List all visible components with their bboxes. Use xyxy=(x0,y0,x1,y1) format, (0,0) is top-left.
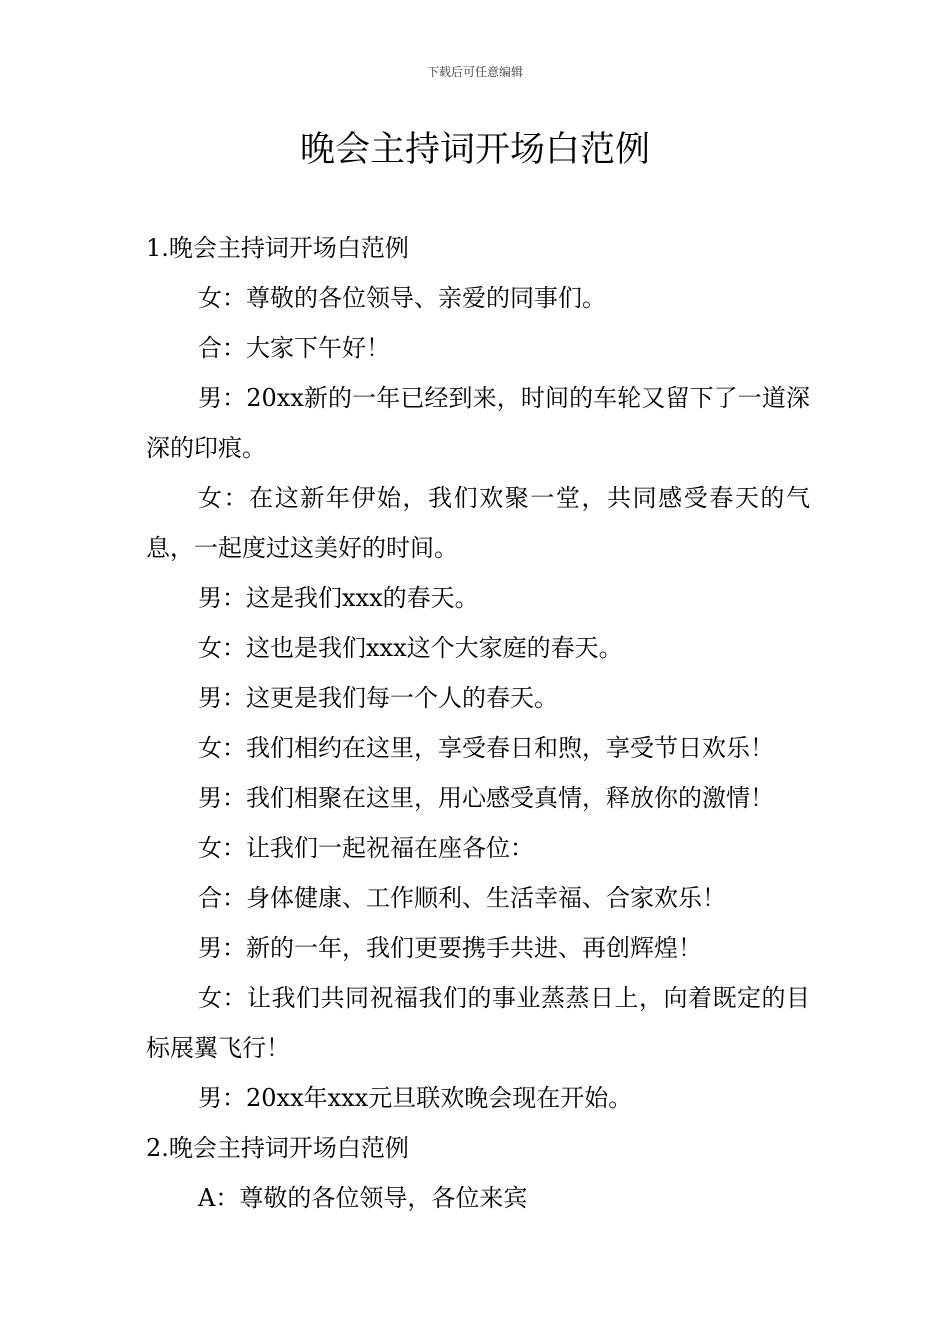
dialogue-line: 女：尊敬的各位领导、亲爱的同事们。 xyxy=(198,284,606,312)
dialogue-line: 男：20xx新的一年已经到来，时间的车轮又留下了一道深深的印痕。 xyxy=(146,384,810,462)
dialogue-line: 男：这更是我们每一个人的春天。 xyxy=(198,684,558,712)
dialogue-line: 男：我们相聚在这里，用心感受真情，释放你的激情！ xyxy=(198,784,774,812)
section-heading-1: 1.晚会主持词开场白范例 xyxy=(146,234,409,262)
dialogue-line: 女：在这新年伊始，我们欢聚一堂，共同感受春天的气息，一起度过这美好的时间。 xyxy=(146,484,810,562)
dialogue-line: 合：身体健康、工作顺利、生活幸福、合家欢乐！ xyxy=(198,884,726,912)
dialogue-line: A：尊敬的各位领导，各位来宾 xyxy=(198,1184,528,1212)
dialogue-line: 女：让我们一起祝福在座各位： xyxy=(198,834,534,862)
document-title: 晚会主持词开场白范例 xyxy=(299,130,650,170)
dialogue-line: 女：我们相约在这里，享受春日和煦，享受节日欢乐！ xyxy=(198,734,774,762)
dialogue-line: 男：新的一年，我们更要携手共进、再创辉煌！ xyxy=(198,934,702,962)
dialogue-line: 男：20xx年xxx元旦联欢晚会现在开始。 xyxy=(198,1084,633,1112)
dialogue-line: 女：这也是我们xxx这个大家庭的春天。 xyxy=(198,634,623,662)
document-body xyxy=(146,223,810,1223)
section-heading-2: 2.晚会主持词开场白范例 xyxy=(146,1134,409,1162)
dialogue-line: 女：让我们共同祝福我们的事业蒸蒸日上，向着既定的目标展翼飞行！ xyxy=(146,984,810,1062)
header-note: 下载后可任意编辑 xyxy=(426,65,523,79)
dialogue-line: 合：大家下午好！ xyxy=(198,334,390,362)
dialogue-line: 男：这是我们xxx的春天。 xyxy=(198,584,479,612)
